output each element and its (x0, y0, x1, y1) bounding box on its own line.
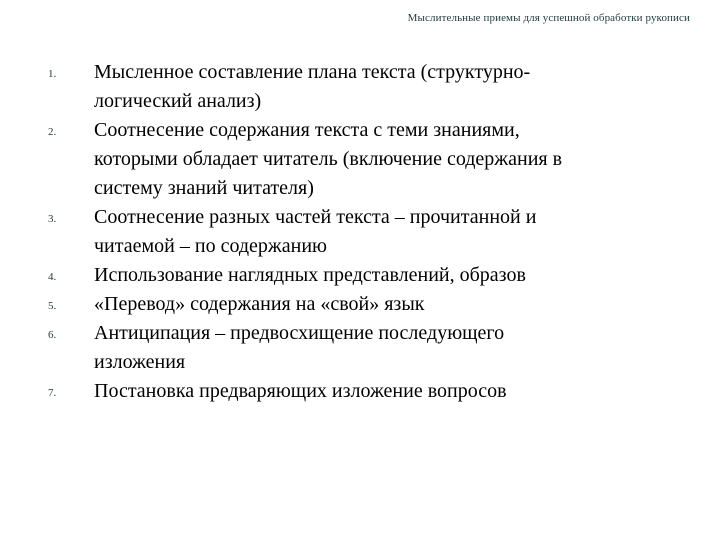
numbered-list (0, 58, 720, 406)
list-item (0, 319, 720, 377)
item-text-line: логический анализ) (94, 90, 262, 112)
list-item (0, 58, 720, 116)
list-item (0, 203, 720, 261)
item-text-line: которыми обладает читатель (включение содержания в (94, 148, 563, 170)
list-item (0, 116, 720, 203)
list-item (0, 377, 720, 406)
item-text-line: читаемой – по содержанию (94, 235, 327, 257)
item-number: 2. (48, 126, 57, 138)
list-item (0, 290, 720, 319)
item-number: 5. (48, 300, 57, 312)
item-text-line: Мысленное составление плана текста (структурно- (94, 61, 531, 83)
item-text-line: изложения (94, 351, 186, 373)
item-text-line: Антиципация – предвосхищение последующего (94, 322, 505, 344)
item-text-line: систему знаний читателя) (94, 177, 314, 199)
slide-header: Мыслительные приемы для успешной обработки рукописи (407, 12, 690, 24)
item-text-line: Соотнесение разных частей текста – прочитанной и (94, 206, 537, 228)
item-number: 3. (48, 213, 57, 225)
item-number: 1. (48, 68, 57, 80)
item-text-line: Соотнесение содержания текста с теми знаниями, (94, 119, 520, 141)
item-text-line: «Перевод» содержания на «свой» язык (94, 293, 425, 315)
list-item (0, 261, 720, 290)
item-number: 4. (48, 271, 57, 283)
item-number: 7. (48, 387, 57, 399)
item-text-line: Постановка предваряющих изложение вопросов (94, 380, 507, 402)
item-number: 6. (48, 329, 57, 341)
item-text-line: Использование наглядных представлений, образов (94, 264, 526, 286)
